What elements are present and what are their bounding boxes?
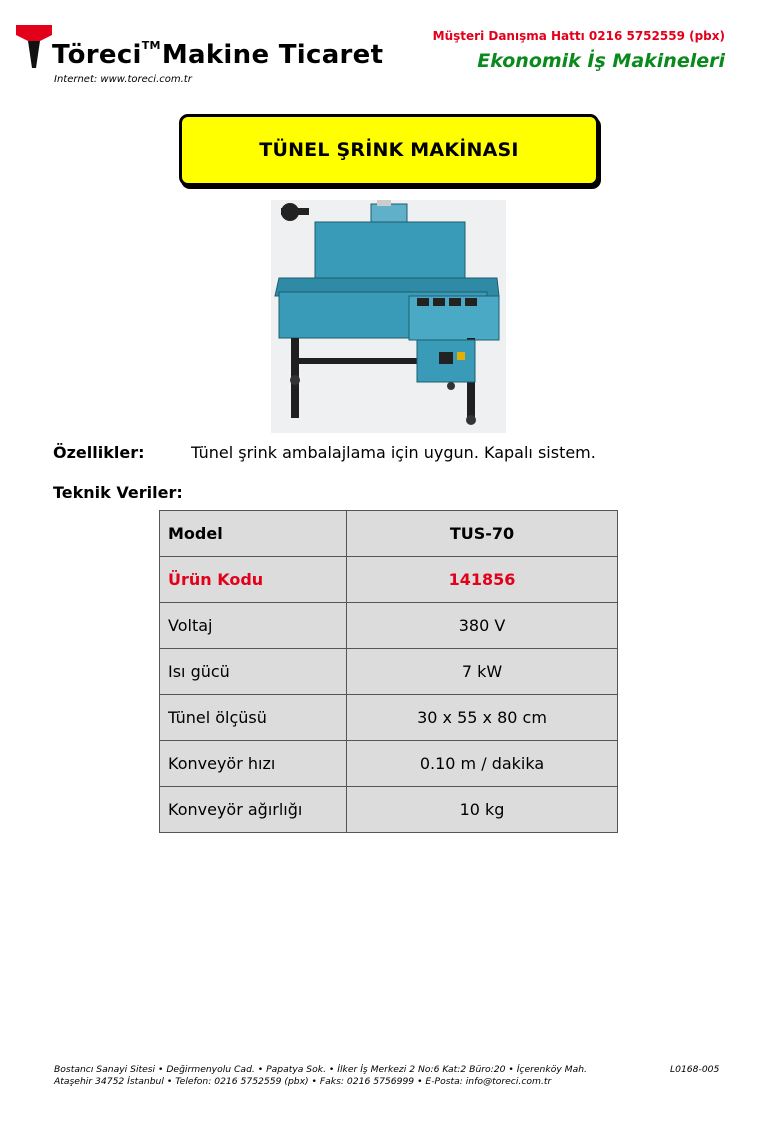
- spec-value: 10 kg: [347, 787, 618, 833]
- brand-name: Töreci: [52, 40, 142, 70]
- document-code: L0168-005: [670, 1064, 720, 1075]
- spec-key: Ürün Kodu: [160, 557, 347, 603]
- footer-line-1: Bostancı Sanayi Sitesi • Değirmenyolu Cad. • Papatya Sok. • İlker İş Merkezi 2 No:6 Kat:2 Büro:20 • İçerenköy Mah.: [54, 1064, 587, 1075]
- features-label: Özellikler:: [53, 443, 145, 462]
- spec-value: 7 kW: [347, 649, 618, 695]
- spec-value: 0.10 m / dakika: [347, 741, 618, 787]
- spec-key: Model: [160, 511, 347, 557]
- spec-key: Voltaj: [160, 603, 347, 649]
- features-text: Tünel şrink ambalajlama için uygun. Kapalı sistem.: [191, 443, 596, 462]
- spec-key: Tünel ölçüsü: [160, 695, 347, 741]
- product-title-box: [179, 114, 599, 186]
- technical-specs-table: [159, 510, 618, 833]
- technical-data-label: Teknik Veriler:: [53, 483, 183, 502]
- company-tagline: Ekonomik İş Makineleri: [477, 50, 725, 72]
- table-row: [160, 695, 618, 741]
- table-row: [160, 649, 618, 695]
- table-row: [160, 741, 618, 787]
- website-text: Internet: www.toreci.com.tr: [54, 74, 192, 85]
- product-photo: [271, 200, 506, 433]
- brand-suffix: Makine Ticaret: [161, 40, 384, 70]
- product-title: TÜNEL ŞRİNK MAKİNASI: [259, 139, 519, 161]
- toreci-logo-icon: [12, 24, 56, 70]
- spec-value: 141856: [347, 557, 618, 603]
- spec-key: Konveyör hızı: [160, 741, 347, 787]
- table-row: [160, 787, 618, 833]
- spec-value: 30 x 55 x 80 cm: [347, 695, 618, 741]
- trademark-symbol: TM: [141, 39, 161, 53]
- customer-hotline: Müşteri Danışma Hattı 0216 5752559 (pbx): [432, 29, 725, 43]
- spec-value: 380 V: [347, 603, 618, 649]
- table-row: [160, 511, 618, 557]
- table-row: [160, 557, 618, 603]
- footer-line-2: Ataşehir 34752 İstanbul • Telefon: 0216 5752559 (pbx) • Faks: 0216 5756999 • E-Posta: info@toreci.com.tr: [54, 1076, 552, 1087]
- table-row: [160, 603, 618, 649]
- spec-value: TUS-70: [347, 511, 618, 557]
- spec-key: Konveyör ağırlığı: [160, 787, 347, 833]
- company-name: [52, 40, 383, 70]
- footer-address: [54, 1064, 587, 1088]
- spec-key: Isı gücü: [160, 649, 347, 695]
